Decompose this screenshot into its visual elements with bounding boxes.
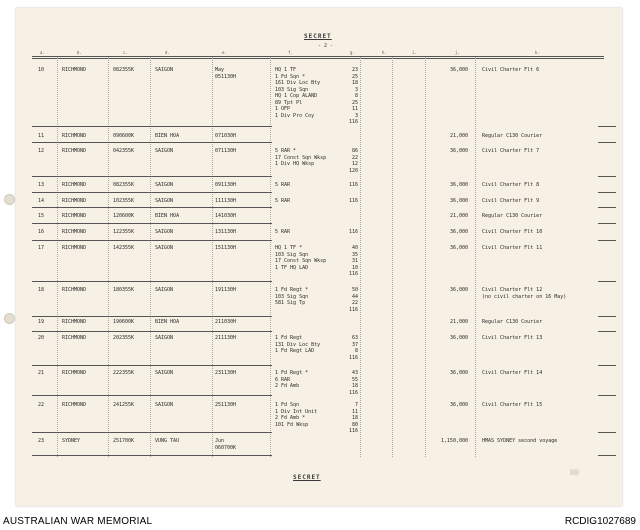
row-14-arr: 111130H: [215, 198, 237, 204]
row-separator: [32, 316, 272, 317]
col-header-g: g.: [350, 50, 355, 55]
row-15-remarks: Regular C130 Courier: [482, 213, 543, 219]
col-header-f: f.: [288, 50, 293, 55]
archive-footer: [0, 510, 640, 530]
row-20-no: 20: [38, 335, 45, 341]
row-17-units: HQ 1 TF * 103 Sig Sqn 17 Const Sqn Wksp 1 TF HQ LAD: [275, 245, 327, 271]
col-header-k: k.: [535, 50, 540, 55]
row-11-arr: 071030H: [215, 133, 237, 139]
row-separator: [598, 455, 616, 456]
row-18-from: RICHMOND: [62, 287, 87, 293]
row-separator: [598, 192, 616, 193]
row-22-no: 22: [38, 402, 45, 408]
row-19-remarks: Regular C130 Courier: [482, 319, 543, 325]
row-separator: [598, 207, 616, 208]
row-22-units: 1 Fd Sqn 1 Div Int Unit 2 Fd Amb * 101 Fd Wksp: [275, 402, 318, 428]
row-17-no: 17: [38, 245, 45, 251]
row-18-load: 36,000: [449, 287, 468, 293]
row-10-arr: May 051130H: [215, 67, 237, 80]
row-21-units: 1 Fd Regt * 6 RAR 2 Fd Amb: [275, 370, 309, 389]
row-17-arr: 151130H: [215, 245, 237, 251]
row-separator: [598, 176, 616, 177]
row-separator: [32, 240, 272, 241]
row-10-pax: 23 25 18 3 8 25 11 3 116: [348, 67, 358, 125]
archive-reference: RCDIG1027689: [564, 516, 636, 527]
archive-credit: AUSTRALIAN WAR MEMORIAL: [3, 516, 153, 527]
row-separator: [598, 365, 616, 366]
column-divider: [108, 57, 109, 457]
column-divider: [475, 57, 476, 457]
row-11-remarks: Regular C130 Courier: [482, 133, 543, 139]
row-16-remarks: Civil Charter Flt 10: [482, 229, 543, 235]
row-10-no: 10: [38, 67, 45, 73]
row-separator: [598, 432, 616, 433]
row-separator: [598, 316, 616, 317]
row-separator: [32, 432, 272, 433]
faint-stamp: ▒▒▒: [570, 470, 580, 476]
row-18-pax: 50 44 22 116: [348, 287, 358, 313]
row-13-units: 5 RAR: [275, 182, 291, 188]
row-21-load: 36,000: [449, 370, 468, 376]
classification-bottom: SECRET: [293, 474, 321, 481]
row-12-from: RICHMOND: [62, 148, 87, 154]
row-separator: [32, 142, 272, 143]
row-10-to: SAIGON: [155, 67, 174, 73]
row-14-pax: 116: [348, 198, 358, 204]
row-17-from: RICHMOND: [62, 245, 87, 251]
row-22-load: 36,000: [449, 402, 468, 408]
row-23-from: SYDNEY: [62, 438, 81, 444]
col-header-h: h.: [382, 50, 387, 55]
row-12-no: 12: [38, 148, 45, 154]
row-19-from: RICHMOND: [62, 319, 87, 325]
row-separator: [32, 192, 272, 193]
row-13-to: SAIGON: [155, 182, 174, 188]
row-16-pax: 116: [348, 229, 358, 235]
row-separator: [598, 395, 616, 396]
row-separator: [32, 331, 272, 332]
row-13-arr: 091130H: [215, 182, 237, 188]
column-divider: [360, 57, 361, 457]
header-rule: [32, 58, 604, 59]
row-16-arr: 131130H: [215, 229, 237, 235]
row-10-dtg: 082355K: [113, 67, 135, 73]
row-12-units: 5 RAR * 17 Const Sqn Wksp 1 Div HQ Wksp: [275, 148, 327, 167]
row-19-load: 21,000: [449, 319, 468, 325]
row-23-to: VUNG TAU: [155, 438, 180, 444]
row-20-remarks: Civil Charter Flt 13: [482, 335, 543, 341]
row-10-remarks: Civil Charter Flt 6: [482, 67, 540, 73]
row-15-dtg: 120600K: [113, 213, 135, 219]
row-separator: [32, 281, 272, 282]
col-header-a: a.: [40, 50, 45, 55]
col-header-e: e.: [222, 50, 227, 55]
row-separator: [598, 126, 616, 127]
row-23-dtg: 251700K: [113, 438, 135, 444]
row-separator: [598, 223, 616, 224]
row-16-no: 16: [38, 229, 45, 235]
row-12-remarks: Civil Charter Flt 7: [482, 148, 540, 154]
row-14-units: 5 RAR: [275, 198, 291, 204]
row-23-load: 1,150,000: [440, 438, 468, 444]
row-12-to: SAIGON: [155, 148, 174, 154]
page-number: - 2 -: [318, 43, 334, 49]
row-15-arr: 141030H: [215, 213, 237, 219]
row-14-remarks: Civil Charter Flt 9: [482, 198, 540, 204]
row-12-load: 36,000: [449, 148, 468, 154]
row-18-no: 18: [38, 287, 45, 293]
row-22-arr: 251130H: [215, 402, 237, 408]
row-11-from: RICHMOND: [62, 133, 87, 139]
row-15-load: 21,000: [449, 213, 468, 219]
row-separator: [32, 176, 272, 177]
punch-hole: [4, 313, 15, 324]
row-18-to: SAIGON: [155, 287, 174, 293]
row-10-units: HQ 1 TF 1 Fd Sqn * 161 Div Loc Bty 103 Sig Sqn HQ 1 Cop ALAND 89 Tpt Pl 1 OFP 1 Div Pro Coy: [275, 67, 321, 119]
row-20-units: 1 Fd Regt 131 Div Loc Bty 1 Fd Regt LAD: [275, 335, 321, 354]
row-20-from: RICHMOND: [62, 335, 87, 341]
row-23-arr: Jun 060700K: [215, 438, 237, 451]
row-13-load: 36,000: [449, 182, 468, 188]
row-20-pax: 63 37 8 116: [348, 335, 358, 361]
row-14-to: SAIGON: [155, 198, 174, 204]
row-19-no: 19: [38, 319, 45, 325]
row-11-to: BIEN HOA: [155, 133, 180, 139]
classification-top: SECRET: [304, 33, 332, 40]
column-divider: [150, 57, 151, 457]
row-18-remarks: Civil Charter Flt 12 (no civil charter on 16 May): [482, 287, 567, 300]
row-16-units: 5 RAR: [275, 229, 291, 235]
row-13-from: RICHMOND: [62, 182, 87, 188]
row-21-pax: 43 55 18 116: [348, 370, 358, 396]
row-separator: [598, 281, 616, 282]
row-15-to: BIEN HOA: [155, 213, 180, 219]
row-23-no: 23: [38, 438, 45, 444]
row-12-arr: 071130H: [215, 148, 237, 154]
row-separator: [32, 207, 272, 208]
row-18-units: 1 Fd Regt * 103 Sig Sqn 581 Sig Tp: [275, 287, 309, 306]
row-12-dtg: 042355K: [113, 148, 135, 154]
row-21-remarks: Civil Charter Flt 14: [482, 370, 543, 376]
row-21-dtg: 222355K: [113, 370, 135, 376]
row-separator: [32, 126, 272, 127]
row-17-pax: 40 35 31 10 116: [348, 245, 358, 277]
row-separator: [32, 365, 272, 366]
row-23-remarks: HMAS SYDNEY second voyage: [482, 438, 558, 444]
row-11-load: 21,000: [449, 133, 468, 139]
row-19-to: BIEN HOA: [155, 319, 180, 325]
row-13-remarks: Civil Charter Flt 8: [482, 182, 540, 188]
row-14-no: 14: [38, 198, 45, 204]
header-rule: [32, 56, 604, 57]
column-divider: [425, 57, 426, 457]
row-14-dtg: 102355K: [113, 198, 135, 204]
row-14-load: 36,000: [449, 198, 468, 204]
row-16-to: SAIGON: [155, 229, 174, 235]
row-separator: [598, 240, 616, 241]
row-18-dtg: 180355K: [113, 287, 135, 293]
row-19-arr: 211030H: [215, 319, 237, 325]
row-20-arr: 211130H: [215, 335, 237, 341]
row-13-dtg: 082355K: [113, 182, 135, 188]
row-11-dtg: 090600K: [113, 133, 135, 139]
punch-hole: [4, 194, 15, 205]
row-14-from: RICHMOND: [62, 198, 87, 204]
row-17-remarks: Civil Charter Flt 11: [482, 245, 543, 251]
row-22-pax: 7 11 18 80 116: [348, 402, 358, 434]
col-header-i: i.: [412, 50, 417, 55]
column-divider: [57, 57, 58, 457]
row-13-no: 13: [38, 182, 45, 188]
row-20-load: 36,000: [449, 335, 468, 341]
column-divider: [270, 57, 271, 457]
row-16-dtg: 122355K: [113, 229, 135, 235]
row-17-dtg: 142355K: [113, 245, 135, 251]
row-11-no: 11: [38, 133, 45, 139]
row-15-no: 15: [38, 213, 45, 219]
row-19-dtg: 190600K: [113, 319, 135, 325]
row-separator: [32, 223, 272, 224]
row-22-to: SAIGON: [155, 402, 174, 408]
col-header-c: c.: [123, 50, 128, 55]
row-separator: [32, 455, 272, 456]
row-21-arr: 231130H: [215, 370, 237, 376]
row-21-from: RICHMOND: [62, 370, 87, 376]
row-22-dtg: 241255K: [113, 402, 135, 408]
col-header-j: j.: [455, 50, 460, 55]
column-divider: [212, 57, 213, 457]
row-20-dtg: 202355K: [113, 335, 135, 341]
row-13-pax: 116: [348, 182, 358, 188]
row-16-load: 36,000: [449, 229, 468, 235]
row-21-to: SAIGON: [155, 370, 174, 376]
row-21-no: 21: [38, 370, 45, 376]
row-16-from: RICHMOND: [62, 229, 87, 235]
row-10-from: RICHMOND: [62, 67, 87, 73]
row-20-to: SAIGON: [155, 335, 174, 341]
row-separator: [598, 142, 616, 143]
row-22-from: RICHMOND: [62, 402, 87, 408]
row-17-load: 36,000: [449, 245, 468, 251]
row-18-arr: 191130H: [215, 287, 237, 293]
row-12-pax: 86 22 12 120: [348, 148, 358, 174]
column-divider: [392, 57, 393, 457]
col-header-d: d.: [165, 50, 170, 55]
row-separator: [32, 395, 272, 396]
row-10-load: 36,000: [449, 67, 468, 73]
col-header-b: b.: [77, 50, 82, 55]
row-15-from: RICHMOND: [62, 213, 87, 219]
row-17-to: SAIGON: [155, 245, 174, 251]
row-separator: [598, 331, 616, 332]
row-22-remarks: Civil Charter Flt 15: [482, 402, 543, 408]
